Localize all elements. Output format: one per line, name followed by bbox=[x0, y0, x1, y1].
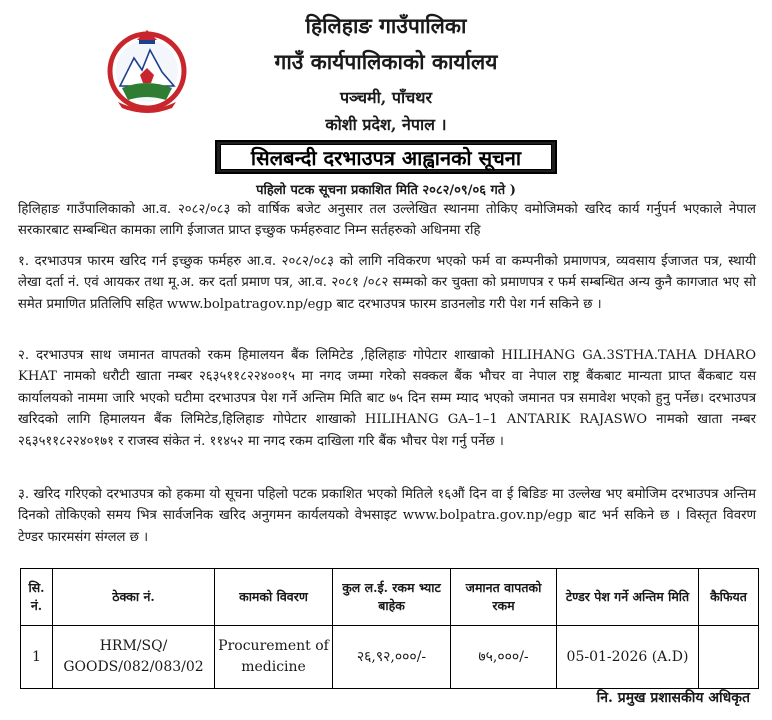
col-contract-no: ठेक्का नं. bbox=[53, 569, 215, 626]
notice-title-banner bbox=[215, 140, 557, 174]
executive-office-title: गाउँ कार्यपालिकाको कार्यालय bbox=[274, 49, 498, 74]
col-security: जमानत वापतको रकम bbox=[451, 569, 557, 626]
cell-description: Procurement of medicine bbox=[215, 626, 333, 689]
table-row bbox=[21, 626, 759, 689]
cell-security: ७५,०००/- bbox=[451, 626, 557, 689]
tender-table bbox=[20, 568, 759, 689]
cell-estimate: २६,९२,०००/- bbox=[333, 626, 451, 689]
cell-remarks bbox=[699, 626, 759, 689]
condition-2: २. दरभाउपत्र साथ जमानत वापतको रकम हिमालयन बैंक लिमिटेड ,हिलिहाङ गोपेटार शाखाको HILIHANG GA.3STHA.TAHA DHARO KHAT नामको धरौटी खाता नम्बर २६३५११८२२४००१५ मा नगद जम्मा गरेको सक्कल बैंक भौचर वा नेपाल राष्ट्र बैंकबाट मान्यता प्राप्त बैंकबाट यस कार्यालयको नाममा जारि भएको घटीमा दरभाउपत्र पेश गर्ने अन्तिम मिति बाट ७५ दिन सम्म म्याद भएको जमानत पत्र समावेश भएको हुनु पर्नेछ। दरभाउपत्र खरिदको लागि हिमालयन बैंक लिमिटेड,हिलिहाङ गोपेटार शाखाको HILIHANG GA–1–1 ANTARIK RAJASWO नामको खाता नम्बर २६३५११८२२४०१७१ र राजस्व संकेत नं. ११४५२ मा नगद रकम दाखिला गरि बैंक भौचर पेश गर्नु पर्नेछ । bbox=[18, 348, 756, 449]
address-line: पञ्चमी, पाँचथर bbox=[339, 88, 433, 107]
province-line: कोशी प्रदेश, नेपाल । bbox=[325, 115, 447, 134]
signatory: नि. प्रमुख प्रशासकीय अधिकृत bbox=[596, 690, 750, 706]
publish-date: पहिलो पटक सूचना प्रकाशित मिति २०८२/०९/०६ गते ) bbox=[256, 183, 516, 198]
col-deadline: टेण्डर पेश गर्ने अन्तिम मिति bbox=[557, 569, 699, 626]
condition-3: ३. खरिद गरिएको दरभाउपत्र को हकमा यो सूचना पहिलो पटक प्रकाशित भएको मितिले १६औं दिन वा ई बिडिङ मा उल्लेख भए बमोजिम दरभाउपत्र अन्तिम दिनको तोकिएको समय भित्र सार्वजनिक खरिद अनुगमन कार्यलयको वेभसाइट www.bolpatra.gov.np/egp बाट भर्न सकिने छ । विस्तृत विवरण टेण्डर फारमसंग संग्लल छ । bbox=[18, 487, 756, 545]
table-header-row bbox=[21, 569, 759, 626]
office-name: हिलिहाङ गाउँपालिका bbox=[305, 13, 467, 38]
intro-paragraph: हिलिहाङ गाउँपालिकाको आ.व. २०८२/०८३ को वार्षिक बजेट अनुसार तल उल्लेखित स्थानमा तोकिए वमोजिमको खरिद कार्य गर्नुपर्न भएकाले नेपाल सरकारबाट सम्बन्धित कामका लागि ईजाजत प्राप्त इच्छुक फर्महरुवाट निम्न सर्तहरुको अधिनमा रहि bbox=[18, 202, 756, 239]
col-remarks: कैफियत bbox=[699, 569, 759, 626]
notice-title: सिलबन्दी दरभाउपत्र आह्वानको सूचना bbox=[220, 144, 552, 170]
cell-contract-no: HRM/SQ/ GOODS/082/083/02 bbox=[53, 626, 215, 689]
condition-1: १. दरभाउपत्र फारम खरिद गर्न इच्छुक फर्महरु आ.व. २०८२/०८३ को लागि नविकरण भएको फर्म वा कम्पनीको प्रमाणपत्र, व्यवसाय ईजाजत पत्र, स्थायी लेखा दर्ता नं. एवं आयकर तथा मू.अ. कर दर्ता प्रमाण पत्र, आ.व. २०८१ /०८२ सम्मको कर चुक्ता को प्रमाणपत्र र फर्म सम्बन्धित अन्य कुनै कागजात भए सो समेत प्रमाणित प्रतिलिपि सहित www.bolpatragov.np/egp बाट दरभाउपत्र फारम डाउनलोड गरी पेश गर्न सकिने छ । bbox=[18, 254, 756, 312]
cell-sn: 1 bbox=[21, 626, 53, 689]
cell-deadline: 05-01-2026 (A.D) bbox=[557, 626, 699, 689]
col-sn: सि. नं. bbox=[21, 569, 53, 626]
col-estimate: कुल ल.ई. रकम भ्याट बाहेक bbox=[333, 569, 451, 626]
col-description: कामको विवरण bbox=[215, 569, 333, 626]
